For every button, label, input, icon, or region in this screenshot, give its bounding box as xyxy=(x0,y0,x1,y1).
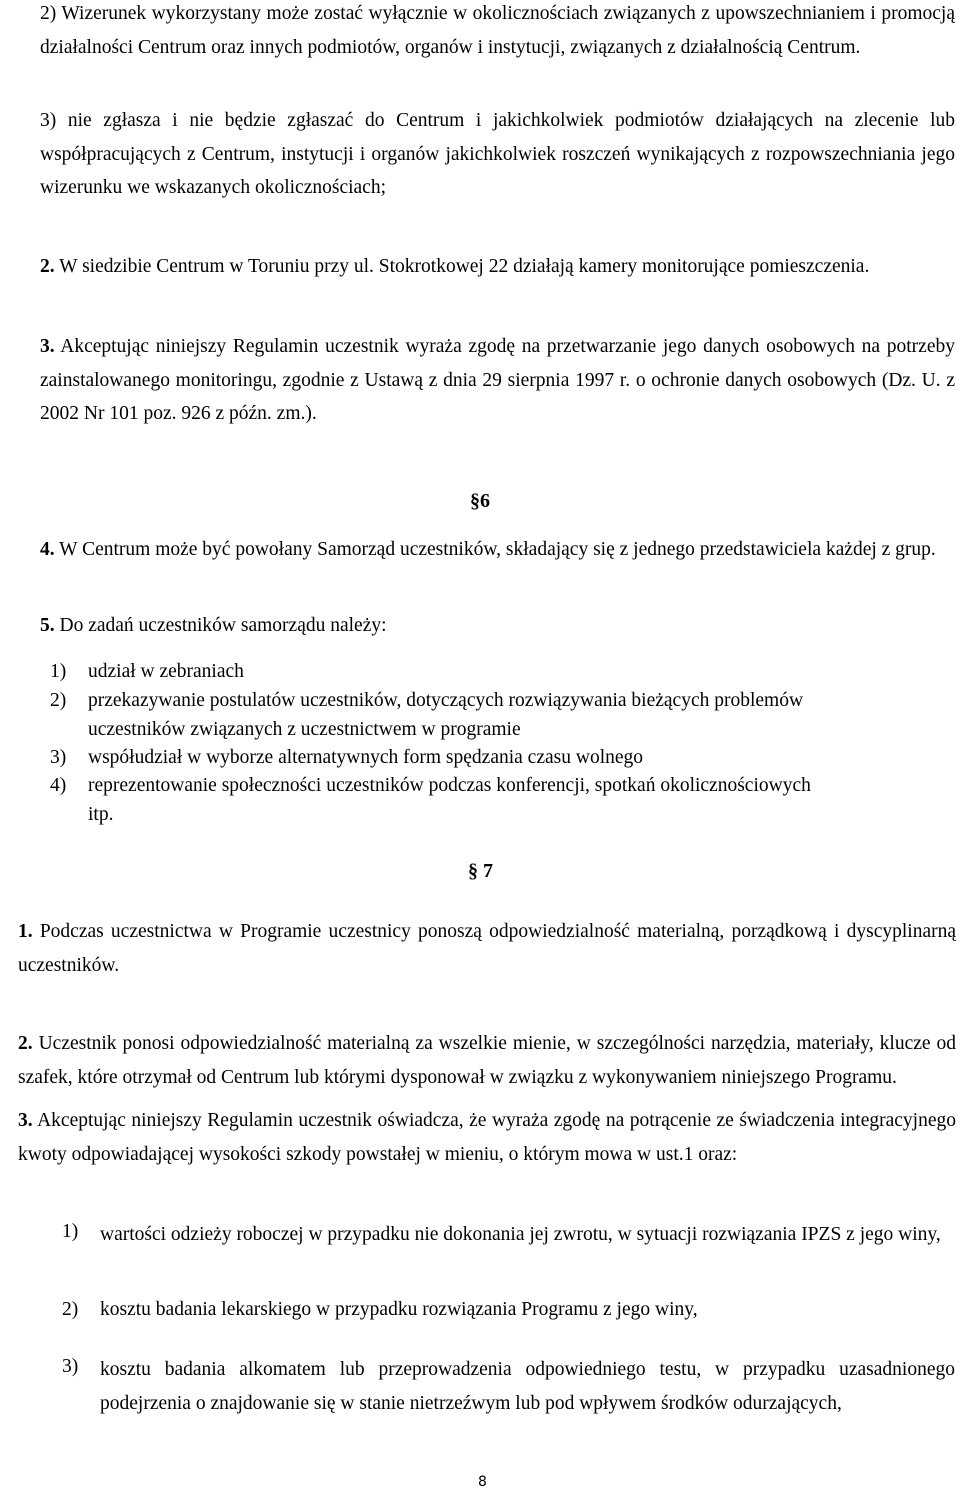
section-6-heading: §6 xyxy=(470,490,490,512)
point-5-text: Do zadań uczestników samorządu należy: xyxy=(59,615,387,636)
point-3-text: Akceptując niniejszy Regulamin uczestnik wyraża zgodę na przetwarzanie jego danych osobowych na potrzeby zainstalowanego monitoringu, zgodnie z Ustawą z dnia 29 sierpnia 1997 r. o ochronie danych osobowych (Dz. U. z 2002 Nr 101 poz. 926 z późn. zm.). xyxy=(40,336,955,425)
list-item-text: reprezentowanie społeczności uczestników podczas konferencji, spotkań okolicznościowych itp. xyxy=(88,775,811,825)
list-item-number: 1) xyxy=(50,661,67,682)
point-7-3-number: 3. xyxy=(18,1110,33,1131)
list-item-number: 2) xyxy=(50,690,67,711)
point-7-2 xyxy=(18,1027,956,1094)
list-item-text: udział w zebraniach xyxy=(88,661,244,682)
point-5 xyxy=(40,609,955,643)
point-4 xyxy=(40,533,955,567)
paragraph-3-text: 3) nie zgłasza i nie będzie zgłaszać do Centrum i jakichkolwiek podmiotów działających na zlecenie lub współpracujących z Centrum, instytucji i organów jakichkolwiek roszczeń wynikających z rozpowszechniania jego wizerunku we wskazanych okolicznościach; xyxy=(40,110,955,199)
list-item-number: 4) xyxy=(50,775,67,796)
point-4-number: 4. xyxy=(40,539,55,560)
point-7-3 xyxy=(18,1104,956,1171)
point-3-number: 3. xyxy=(40,336,55,357)
list-item-text: współudział w wyborze alternatywnych form spędzania czasu wolnego xyxy=(88,747,644,768)
list-item-number: 3) xyxy=(50,747,67,768)
list-item-text: przekazywanie postulatów uczestników, dotyczących rozwiązywania bieżących problemów uczestników związanych z uczestnictwem w programie xyxy=(88,690,804,740)
point-7-3-text: Akceptując niniejszy Regulamin uczestnik oświadcza, że wyraża zgodę na potrącenie ze świadczenia integracyjnego kwoty odpowiadającej wysokości szkody powstałej w mieniu, o którym mowa w ust.1 oraz: xyxy=(18,1110,956,1165)
list-item-number: 2) xyxy=(62,1299,79,1320)
point-5-number: 5. xyxy=(40,615,55,636)
list-item-number: 1) xyxy=(62,1221,79,1242)
page-number: 8 xyxy=(478,1474,487,1490)
list-item-number: 3) xyxy=(62,1356,79,1377)
point-2-text: W siedzibie Centrum w Toruniu przy ul. Stokrotkowej 22 działają kamery monitorujące pomieszczenia. xyxy=(59,256,870,277)
point-3 xyxy=(40,330,955,431)
section-7-heading: § 7 xyxy=(468,860,493,882)
list-item-text: wartości odzieży roboczej w przypadku nie dokonania jej zwrotu, w sytuacji rozwiązania IPZS z jego winy, xyxy=(100,1224,941,1245)
point-7-2-number: 2. xyxy=(18,1033,33,1054)
point-2 xyxy=(40,250,955,284)
point-7-2-text: Uczestnik ponosi odpowiedzialność materialną za wszelkie mienie, w szczególności narzędzia, materiały, klucze od szafek, które otrzymał od Centrum lub którymi dysponował w związku z wykonywaniem niniejszego Programu. xyxy=(18,1033,956,1088)
point-7-1 xyxy=(18,915,956,982)
point-2-number: 2. xyxy=(40,256,55,277)
point-7-1-text: Podczas uczestnictwa w Programie uczestnicy ponoszą odpowiedzialność materialną, porządkową i dyscyplinarną uczestników. xyxy=(18,921,956,976)
point-7-1-number: 1. xyxy=(18,921,33,942)
list-item-text: kosztu badania alkomatem lub przeprowadzenia odpowiedniego testu, w przypadku uzasadnionego podejrzenia o znajdowanie się w stanie nietrzeźwym lub pod wpływem środków odurzających, xyxy=(100,1359,955,1414)
list-item-text: kosztu badania lekarskiego w przypadku rozwiązania Programu z jego winy, xyxy=(100,1299,698,1320)
paragraph-2-wizerunek: 2) Wizerunek wykorzystany może zostać wyłącznie w okolicznościach związanych z upowszechnianiem i promocją działalności Centrum oraz innych podmiotów, organów i instytucji, związanych z działalnością Centrum. xyxy=(40,3,955,58)
point-4-text: W Centrum może być powołany Samorząd uczestników, składający się z jednego przedstawiciela każdej z grup. xyxy=(59,539,936,560)
paragraph-3-roszczenia xyxy=(40,104,955,205)
